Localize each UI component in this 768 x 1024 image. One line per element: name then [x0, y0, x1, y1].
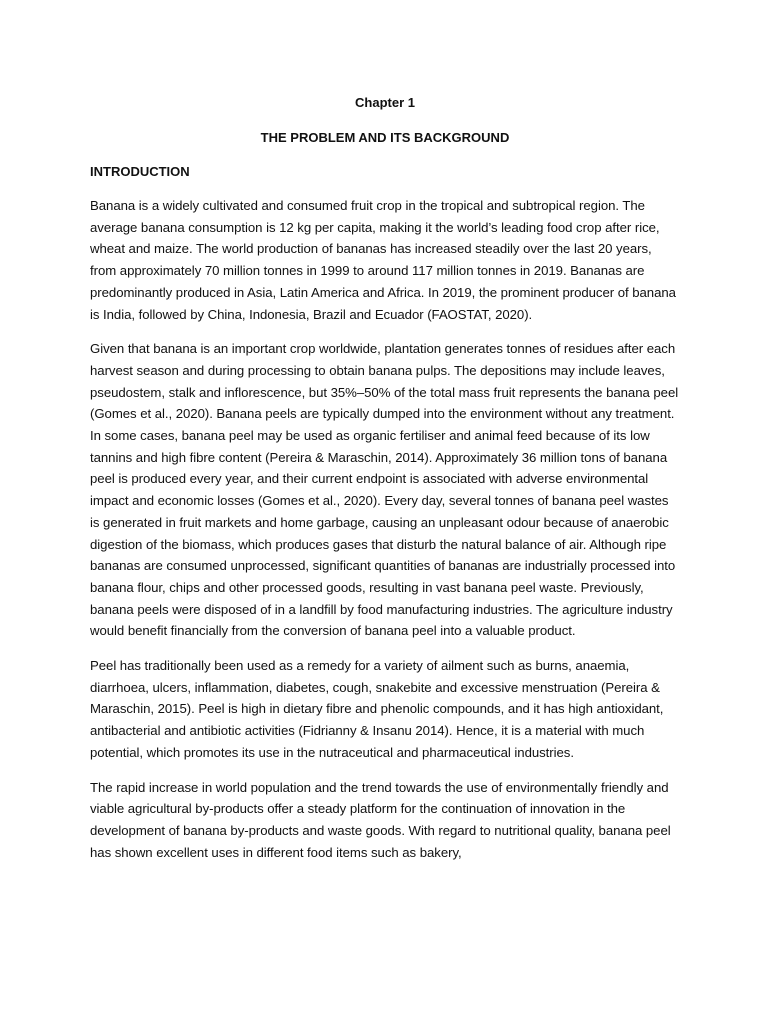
paragraph-1: Banana is a widely cultivated and consumed fruit crop in the tropical and subtropical region. The average banana consumption is 12 kg per capita, making it the world’s leading food crop after rice, wheat and maize. The world production of bananas has increased steadily over the last 20 years, from approximately 70 million tonnes in 1999 to around 117 million tonnes in 2019. Bananas are predominantly produced in Asia, Latin America and Africa. In 2019, the prominent producer of banana is India, followed by China, Indonesia, Brazil and Ecuador (FAOSTAT, 2020). [90, 198, 676, 322]
paragraph-2: Given that banana is an important crop worldwide, plantation generates tonnes of residues after each harvest season and during processing to obtain banana pulps. The depositions may include leaves, pseudostem, stalk and inflorescence, but 35%–50% of the total mass fruit represents the banana peel (Gomes et al., 2020). Banana peels are typically dumped into the environment without any treatment. In some cases, banana peel may be used as organic fertiliser and animal feed because of its low tannins and high fibre content (Pereira & Maraschin, 2014). Approximately 36 million tons of banana peel is produced every year, and their current endpoint is associated with adverse environmental impact and economic losses (Gomes et al., 2020). Every day, several tonnes of banana peel wastes is generated in fruit markets and home garbage, causing an unpleasant odour because of anaerobic digestion of the biomass, which produces gases that disturb the natural balance of air. Although ripe bananas are consumed unprocessed, significant quantities of bananas are industrially processed into banana flour, chips and other processed goods, resulting in vast banana peel waste. Previously, banana peels were disposed of in a landfill by food manufacturing industries. The agriculture industry would benefit financially from the conversion of banana peel into a valuable product. [90, 341, 679, 639]
paragraph-3: Peel has traditionally been used as a remedy for a variety of ailment such as burns, anaemia, diarrhoea, ulcers, inflammation, diabetes, cough, snakebite and excessive menstruation (Pereira & Maraschin, 2015). Peel is high in dietary fibre and phenolic compounds, and it has high antioxidant, antibacterial and antibiotic activities (Fidrianny & Insanu 2014). Hence, it is a material with much potential, which promotes its use in the nutraceutical and pharmaceutical industries. [90, 658, 664, 760]
document-content [90, 92, 680, 876]
paragraph-4: The rapid increase in world population and the trend towards the use of environmentally friendly and viable agricultural by-products offer a steady platform for the continuation of innovation in the development of banana by-products and waste goods. With regard to nutritional quality, banana peel has shown excellent uses in different food items such as bakery, [90, 779, 671, 860]
section-heading: INTRODUCTION [90, 164, 190, 179]
chapter-title: THE PROBLEM AND ITS BACKGROUND [260, 130, 510, 145]
chapter-heading: Chapter 1 [355, 95, 415, 110]
